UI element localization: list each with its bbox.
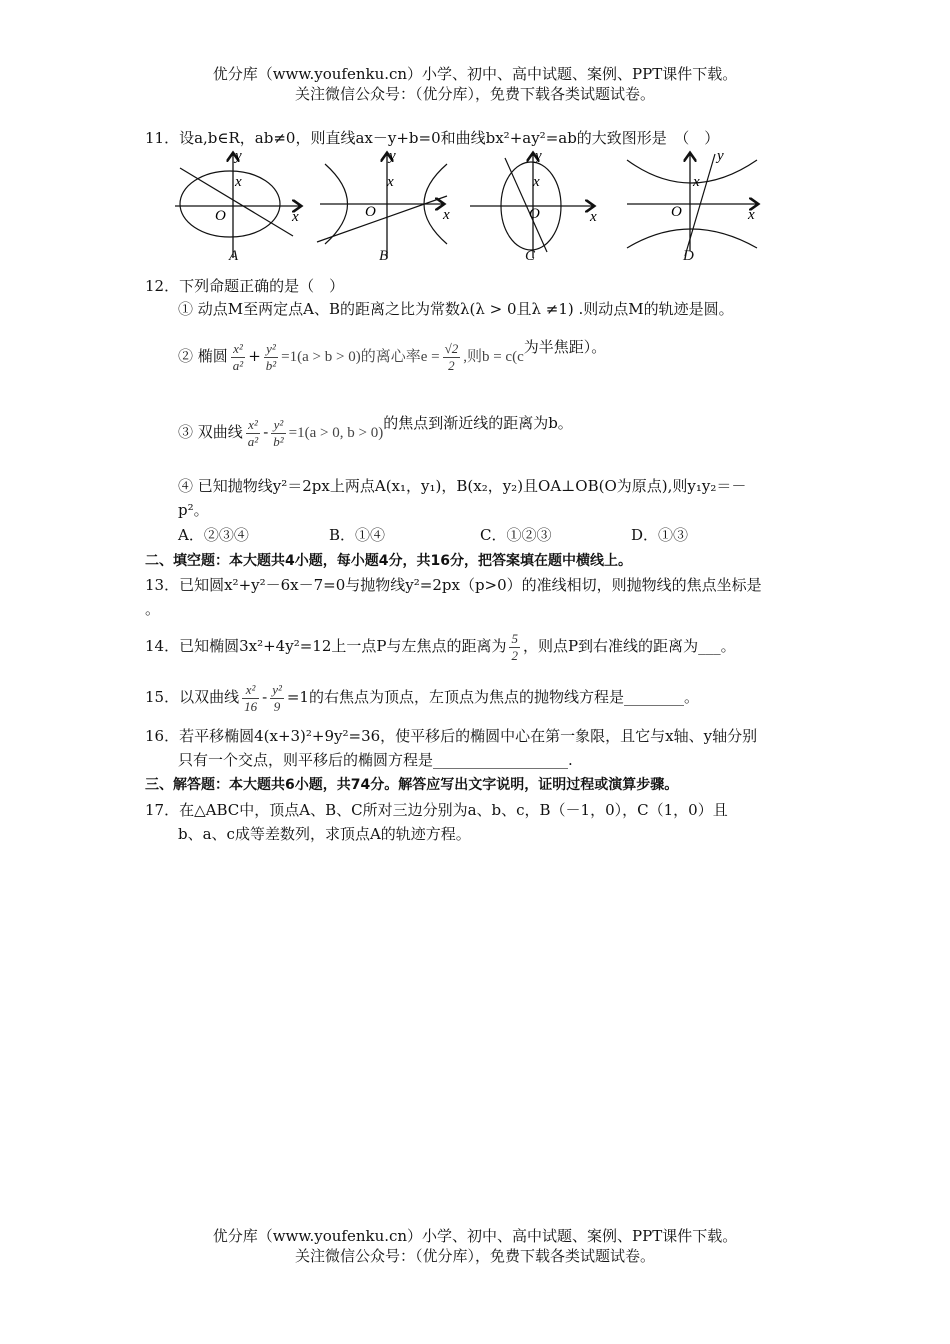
svg-text:x: x [235, 174, 242, 190]
section-3-heading: 三、解答题：本大题共6小题，共74分。解答应写出文字说明，证明过程或演算步骤。 [145, 777, 679, 793]
figure-a [175, 148, 300, 258]
question-12 [145, 275, 344, 297]
svg-text:O: O [365, 204, 376, 220]
q12-item-3: ③ 双曲线 $\frac{\text{x²}}{\text{a²}}$ - $\frac{\text{y²}}{\text{b²}}$ =1(a > 0, b > 0)的焦点到渐近线的距离为b。 [178, 414, 573, 449]
svg-text:x: x [387, 174, 394, 190]
question-16: 16．若平移椭圆4(x+3)²+9y²=36，使平移后的椭圆中心在第一象限，且它与x轴、y轴分别 [145, 727, 758, 745]
question-text: 下列命题正确的是（ ） [179, 277, 345, 295]
question-number: 11． [145, 129, 180, 147]
svg-text:x: x [443, 207, 450, 223]
question-text: 设a,b∈R，ab≠0，则直线ax－y+b=0和曲线bx²+ay²=ab的大致图形是 （ ） [179, 129, 720, 147]
q12-item-2: ② 椭圆 $\frac{\text{x²}}{\text{a²}}$ + $\frac{\text{y²}}{\text{b²}}$ =1(a > b > 0)的离心率e = $\frac{√2}{2}$ ,则b = c(c为半焦距）。 [178, 338, 607, 373]
svg-text:x: x [533, 174, 540, 190]
header-line-2: 关注微信公众号：（优分库），免费下载各类试题试卷。 [294, 85, 655, 103]
q12-item-4: ④ 已知抛物线y²＝2px上两点A(x₁，y₁)，B(x₂，y₂)且OA⊥OB(O为原点),则y₁y₂＝－ [178, 477, 747, 495]
figure-label-a: A [229, 248, 239, 264]
question-14: 14．已知椭圆3x²+4y²=12上一点P与左焦点的距离为 $\frac{5}{2}$ ，则点P到右准线的距离为___。 [145, 630, 736, 663]
svg-text:x: x [748, 207, 755, 223]
svg-text:y: y [389, 148, 396, 164]
svg-text:O: O [215, 208, 226, 224]
figure-label-c: C [525, 248, 536, 264]
q12-item-1: ① 动点M至两定点A、B的距离之比为常数λ(λ > 0且λ ≠1) .则动点M的轨迹是圆。 [178, 300, 734, 318]
page-header [0, 64, 950, 104]
section-2-heading: 二、填空题：本大题共4小题，每小题4分，共16分，把答案填在题中横线上。 [145, 553, 632, 569]
question-number: 12． [145, 277, 180, 295]
option-a: A．②③④ [178, 526, 249, 544]
figure-d [627, 148, 757, 256]
question-13-cont: 。 [145, 600, 161, 618]
question-16-cont: 只有一个交点，则平移后的椭圆方程是__________________. [178, 751, 573, 769]
question-13: 13．已知圆x²+y²－6x－7=0与抛物线y²=2px（p>0）的准线相切，则抛物线的焦点坐标是 [145, 576, 762, 594]
svg-text:O: O [671, 204, 682, 220]
option-b: B．①④ [329, 526, 386, 544]
option-c: C．①②③ [480, 526, 552, 544]
question-17: 17．在△ABC中，顶点A、B、C所对三边分别为a、b、c，B（－1，0），C（1，0）且 [145, 801, 728, 819]
figure-label-b: B [379, 248, 389, 264]
question-15: 15．以双曲线 $\frac{\text{x²}}{16}$ - $\frac{\text{y²}}{9}$ =1的右焦点为顶点，左顶点为焦点的抛物线方程是________。 [145, 681, 699, 714]
svg-text:y: y [535, 148, 542, 164]
figure-c [470, 148, 597, 258]
header-line-1: 优分库（www.youfenku.cn）小学、初中、高中试题、案例、PPT课件下载。 [212, 65, 738, 83]
footer-line-1: 优分库（www.youfenku.cn）小学、初中、高中试题、案例、PPT课件下载。 [212, 1227, 738, 1245]
svg-text:y: y [717, 148, 724, 164]
svg-text:O: O [529, 206, 540, 222]
q11-figures [165, 146, 775, 271]
question-17-cont: b、a、c成等差数列，求顶点A的轨迹方程。 [178, 825, 471, 843]
footer-line-2: 关注微信公众号：（优分库），免费下载各类试题试卷。 [294, 1247, 655, 1265]
svg-text:x: x [590, 209, 597, 225]
q12-item-4-cont: p²。 [178, 501, 209, 519]
svg-text:x: x [292, 209, 299, 225]
option-d: D．①③ [631, 526, 689, 544]
figure-label-d: D [683, 248, 694, 264]
page-footer [0, 1226, 950, 1266]
svg-text:y: y [235, 148, 242, 164]
svg-text:x: x [693, 174, 700, 190]
figure-b [317, 148, 450, 258]
